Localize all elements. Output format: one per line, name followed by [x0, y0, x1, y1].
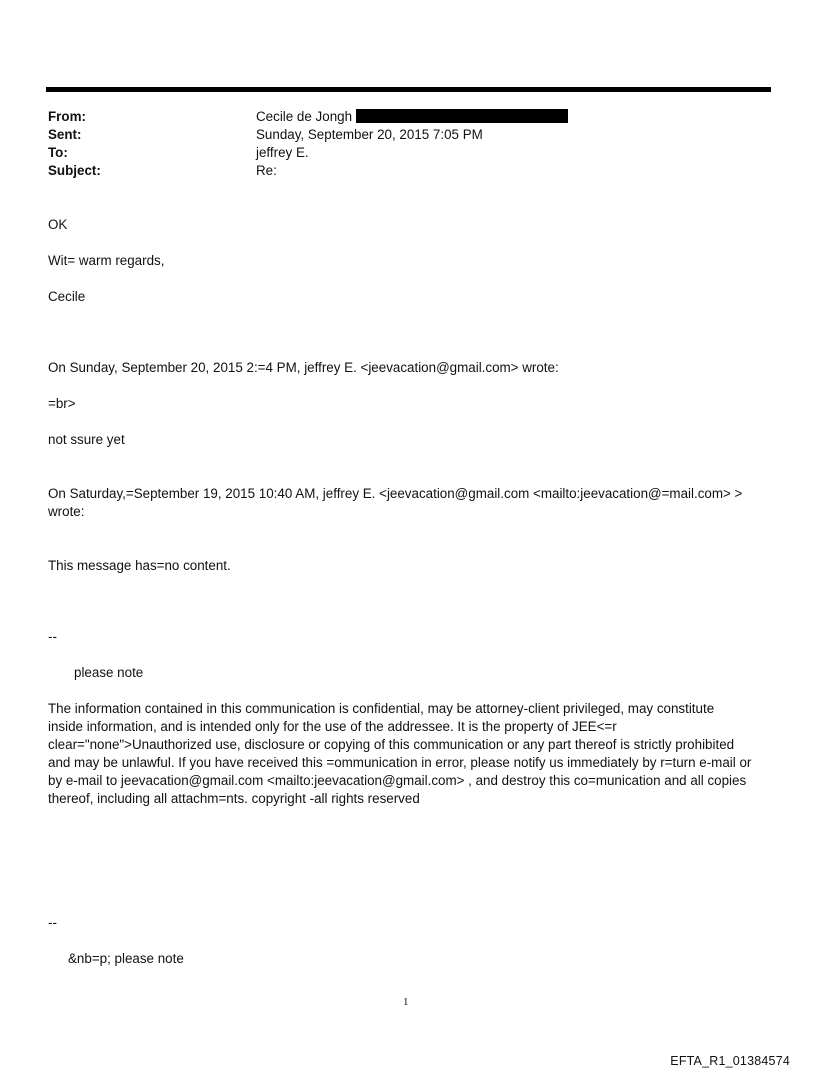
quote1-br: =br>	[48, 396, 76, 411]
separator-2: --	[48, 915, 57, 930]
quote1-text: not ssure yet	[48, 432, 125, 447]
quote2-text: This message has=no content.	[48, 558, 231, 573]
disclaimer-line: thereof, including all attachm=nts. copyright -all rights reserved	[48, 791, 420, 806]
header-rule	[46, 87, 771, 92]
disclaimer-line: clear="none">Unauthorized use, disclosure or copying of this communication or any part thereof is strictly prohibited	[48, 737, 735, 752]
disclaimer-line: inside information, and is intended only for the use of the addressee. It is the property of JEE<=r	[48, 719, 617, 734]
to-row	[48, 144, 768, 162]
body-signature: Cecile	[48, 289, 86, 304]
body-ok: OK	[48, 217, 68, 232]
subject-value: Re:	[256, 163, 277, 178]
from-name: Cecile de Jongh	[256, 109, 353, 124]
quote2-intro-line1: On Saturday,=September 19, 2015 10:40 AM, jeffrey E. <jeevacation@gmail.com <mailto:jeevacation@=mail.com> >	[48, 486, 743, 501]
sent-value: Sunday, September 20, 2015 7:05 PM	[256, 127, 483, 142]
subject-label: Subject:	[48, 163, 101, 178]
redaction-box	[356, 109, 568, 123]
email-header	[48, 108, 768, 180]
from-label: From:	[48, 109, 86, 124]
disclaimer-line: and may be unlawful. If you have received this =ommunication in error, please notify us immediately by r=turn e-mail or	[48, 755, 752, 770]
page-number: 1	[403, 996, 409, 1008]
note-1: please note	[74, 665, 144, 680]
to-value: jeffrey E.	[256, 145, 309, 160]
from-row	[48, 108, 768, 126]
quote1-intro: On Sunday, September 20, 2015 2:=4 PM, jeffrey E. <jeevacation@gmail.com> wrote:	[48, 360, 559, 375]
separator-1: --	[48, 629, 57, 644]
document-id: EFTA_R1_01384574	[670, 1054, 790, 1068]
to-label: To:	[48, 145, 68, 160]
quote2-intro-line2: wrote:	[48, 504, 85, 519]
from-value	[256, 108, 568, 126]
sent-label: Sent:	[48, 127, 82, 142]
subject-row	[48, 162, 768, 180]
sent-row	[48, 126, 768, 144]
body-regards: Wit= warm regards,	[48, 253, 165, 268]
disclaimer-line: by e-mail to jeevacation@gmail.com <mailto:jeevacation@gmail.com> , and destroy this co=munication and all copies	[48, 773, 747, 788]
disclaimer-line: The information contained in this communication is confidential, may be attorney-client privileged, may constitute	[48, 701, 715, 716]
disclaimer-paragraph	[48, 700, 770, 808]
note-2: &nb=p; please note	[68, 951, 184, 966]
